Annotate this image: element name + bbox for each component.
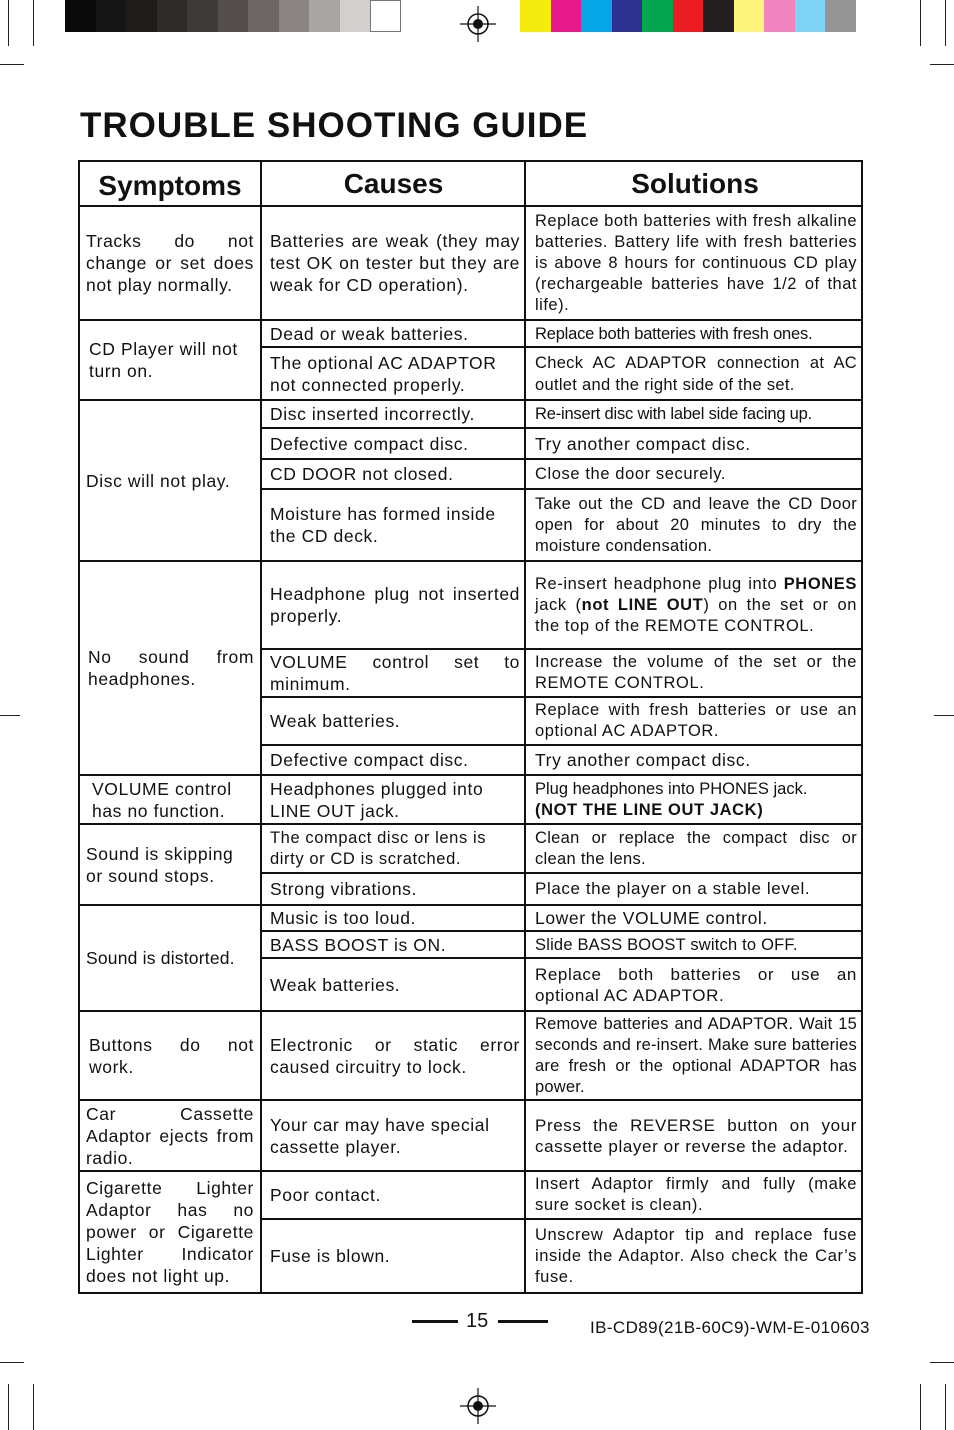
solution-cell: Try another compact disc. [535,433,751,454]
solution-cell: Lower the VOLUME control. [535,908,768,928]
cause-cell: Electronic or static error caused circuitry to lock. [270,1034,520,1077]
solution-cell [526,562,861,648]
color-swatch [703,0,734,32]
cause-cell: BASS BOOST is ON. [270,934,447,955]
crop-mark [8,0,9,46]
color-swatch [279,0,310,32]
crop-mark [0,64,24,65]
cause-cell: Dead or weak batteries. [270,323,469,344]
symptom-cell: Car Cassette Adaptor ejects from radio. [86,1103,254,1168]
solution-cell: Replace both batteries with fresh ones. [535,324,813,343]
solution-cell: Try another compact disc. [535,750,751,770]
cause-cell: Poor contact. [270,1185,381,1205]
color-swatch [795,0,826,32]
crop-mark [8,1384,9,1430]
gray-color-bar [65,0,401,32]
crop-mark [0,715,20,716]
header-solutions: Solutions [631,167,759,199]
symptom-cell: No sound from headphones. [88,647,254,689]
color-swatch [551,0,582,32]
registration-mark-icon [460,1388,496,1424]
symptom-cell: Tracks do not change or set does not play normally. [86,231,254,295]
solution-cell: Close the door securely. [535,465,727,483]
color-swatch [340,0,371,32]
cause-cell: The compact disc or lens is dirty or CD is scratched. [270,828,487,868]
cause-cell: Music is too loud. [270,908,416,928]
solution-cell: Insert Adaptor firmly and fully (make sure socket is clean). [535,1175,857,1214]
color-swatch [764,0,795,32]
solution-cell: Slide BASS BOOST switch to OFF. [535,935,798,954]
symptom-cell: Cigarette Lighter Adaptor has no power or Cigarette Lighter Indicator does not light up. [86,1178,254,1286]
color-swatch [642,0,673,32]
solution-cell: Remove batteries and ADAPTOR. Wait 15 seconds and re-insert. Make sure batteries are fresh or the optional ADAPTOR has power. [535,1014,857,1096]
crop-mark [920,0,921,46]
solution-cell: Re-insert disc with label side facing up. [535,405,813,423]
color-swatch [126,0,157,32]
solution-cell: Place the player on a stable level. [535,879,811,898]
cause-cell: The optional AC ADAPTOR not connected properly. [270,352,497,395]
crop-mark [945,1384,946,1430]
solution-cell: Increase the volume of the set or the REMOTE CONTROL. [535,653,857,692]
symptom-cell: Sound is skipping or sound stops. [86,843,234,886]
cause-cell: Fuse is blown. [270,1246,391,1266]
symptom-cell: Buttons do not work. [89,1034,254,1077]
cause-cell: Weak batteries. [270,711,401,731]
color-swatch [65,0,96,32]
crop-mark [930,64,954,65]
solution-cell: Replace with fresh batteries or use an optional AC ADAPTOR. [535,701,857,740]
cause-cell: CD DOOR not closed. [270,464,454,484]
color-calibration-bar [520,0,856,32]
page-number: 15 [466,1310,489,1332]
registration-mark-icon [460,6,496,42]
cause-cell: Headphones plugged into LINE OUT jack. [270,778,484,821]
solution-cell: Plug headphones into PHONES jack. (NOT THE LINE OUT JACK) [535,779,808,819]
solution-cell: Replace both batteries or use an optional AC ADAPTOR. [535,964,857,1005]
cause-cell: VOLUME control set to minimum. [270,652,520,694]
symptom-cell: Sound is distorted. [86,948,235,968]
crop-mark [934,715,954,716]
color-swatch [96,0,127,32]
color-swatch [157,0,188,32]
color-swatch [581,0,612,32]
solution-cell: Check AC ADAPTOR connection at AC outlet and the right side of the set. [535,353,857,394]
symptom-cell: VOLUME control has no function. [92,778,232,821]
color-swatch [187,0,218,32]
solution-cell: Replace both batteries with fresh alkaline batteries. Battery life with fresh batteries is above 8 hours for continuous CD play (rechargeable batteries have 1/2 of that life). [535,211,857,314]
crop-mark [33,1384,34,1430]
footer-rule-left [412,1320,458,1323]
solution-emphasis: (NOT THE LINE OUT JACK) [535,800,764,819]
cause-cell: Your car may have special cassette player. [270,1114,490,1157]
color-swatch [825,0,856,32]
color-swatch [520,0,551,32]
color-swatch [734,0,765,32]
color-swatch [309,0,340,32]
solution-cell: Press the REVERSE button on your cassette player or reverse the adaptor. [535,1115,857,1156]
symptom-cell: CD Player will not turn on. [89,339,238,381]
cause-cell: Weak batteries. [270,974,401,995]
color-swatch [218,0,249,32]
crop-mark [920,1384,921,1430]
crop-mark [33,0,34,46]
cause-cell: Disc inserted incorrectly. [270,404,475,424]
solution-cell: Take out the CD and leave the CD Door open for about 20 minutes to dry the moisture condensation. [535,494,857,555]
cause-cell: Defective compact disc. [270,750,469,770]
cause-cell: Headphone plug not inserted properly. [270,584,520,626]
crop-mark [0,1362,24,1363]
solution-cell: Unscrew Adaptor tip and replace fuse inside the Adaptor. Also check the Car’s fuse. [535,1225,857,1286]
color-swatch [370,0,401,32]
cause-cell: Strong vibrations. [270,879,417,899]
document-code: IB-CD89(21B-60C9)-WM-E-010603 [590,1318,870,1337]
cause-cell: Batteries are weak (they may test OK on tester but they are weak for CD operation). [270,231,520,295]
crop-mark [930,1362,954,1363]
troubleshooting-table [78,160,863,1294]
phones-instruction: Re-insert headphone plug into PHONES jack (not LINE OUT) on the set or on the top of the REMOTE CONTROL. [535,574,857,635]
cause-cell: Moisture has formed inside the CD deck. [270,504,496,546]
symptom-cell: Disc will not play. [86,470,231,491]
color-swatch [673,0,704,32]
page-title: TROUBLE SHOOTING GUIDE [80,106,589,145]
color-swatch [612,0,643,32]
footer-rule-right [498,1320,548,1323]
color-swatch [248,0,279,32]
cause-cell: Defective compact disc. [270,433,469,454]
crop-mark [945,0,946,46]
header-symptoms: Symptoms [98,169,242,201]
header-causes: Causes [343,167,444,199]
solution-cell: Clean or replace the compact disc or clean the lens. [535,828,857,868]
